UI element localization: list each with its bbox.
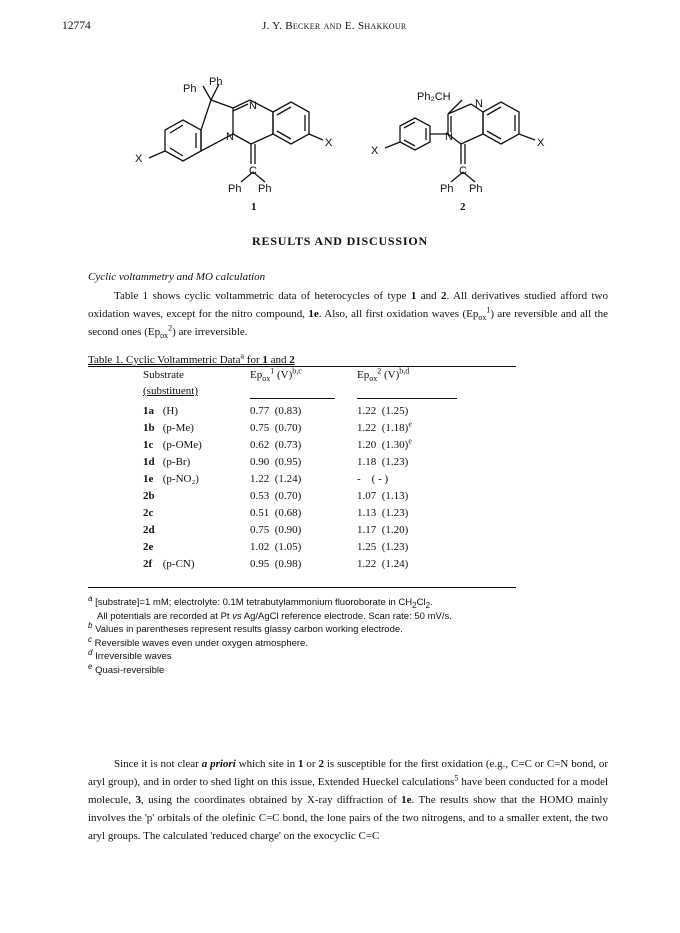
caption-text: and — [267, 354, 290, 366]
paragraph-2 — [88, 755, 608, 845]
s1-n-top-label: N — [249, 100, 257, 112]
page-number: 12774 — [62, 20, 91, 32]
p2-text: Since it is not clear — [114, 758, 202, 770]
h-ep2-pre: Ep — [357, 369, 370, 381]
row-ep1: 0.90 (0.95) — [250, 456, 302, 468]
p1-subscript: ox — [478, 313, 487, 323]
table-row — [143, 558, 523, 575]
p2-text: or — [303, 758, 319, 770]
section-heading: RESULTS AND DISCUSSION — [252, 234, 428, 248]
s1-ph-bottom-left: Ph — [228, 183, 242, 195]
footnote-mark: c — [88, 634, 92, 644]
s2-ph-bottom-left: Ph — [440, 183, 454, 195]
table-header-row — [143, 366, 523, 386]
structure-2-number: 2 — [460, 201, 466, 213]
header-substrate: Substrate — [143, 369, 184, 381]
p1-compound-ref: 1e — [308, 308, 319, 320]
table-caption — [88, 351, 295, 366]
row-substituent: (p-Me) — [162, 422, 194, 434]
p2-text: which site in — [235, 758, 299, 770]
s1-ph-bottom-right: Ph — [258, 183, 272, 195]
footnote-a — [88, 593, 452, 610]
p1-text: Table 1 shows cyclic voltammetric data of heterocycles of type — [114, 290, 411, 302]
table-row — [143, 456, 523, 473]
table-top-rule — [88, 366, 516, 367]
footnote-text: vs — [232, 610, 242, 622]
row-ep1: 0.62 (0.73) — [250, 439, 302, 451]
footnote-e — [88, 661, 452, 678]
p2-compound-ref: 2 — [318, 758, 324, 770]
p2-compound-ref: 1 — [298, 758, 304, 770]
h-ep2-sup: 2 — [377, 366, 382, 376]
row-id: 2b — [143, 490, 155, 502]
footnote-mark: d — [88, 647, 93, 657]
s1-x-left-label: X — [135, 153, 143, 165]
row-id: 2d — [143, 524, 155, 536]
caption-text: Table 1. Cyclic Voltammetric Data — [88, 354, 241, 366]
s2-n-mid-label: N — [445, 131, 453, 143]
footnote-mark: b — [88, 620, 93, 630]
table-row — [143, 419, 523, 439]
footnote-a-line2 — [88, 610, 452, 624]
s2-ph2ch-label: Ph₂CH — [417, 91, 451, 103]
row-ep2-note: e — [408, 436, 412, 446]
row-ep1: 1.22 (1.24) — [250, 473, 302, 485]
footnote-sub: 2 — [412, 600, 417, 610]
row-id: 2f — [143, 558, 153, 570]
row-substituent: (p-NO₂) — [162, 473, 199, 485]
footnote-sub: 2 — [425, 600, 431, 610]
s1-ph-label-a: Ph — [183, 83, 197, 95]
p1-superscript: 1 — [486, 305, 491, 315]
structure-1 — [125, 78, 370, 213]
row-id: 2e — [143, 541, 154, 553]
footnote-d — [88, 647, 452, 664]
row-substituent: (p-CN) — [162, 558, 195, 570]
s2-x-right-label: X — [537, 137, 545, 149]
subsection-heading: Cyclic voltammetry and MO calculation — [88, 271, 266, 283]
row-ep2: 1.07 (1.13) — [357, 490, 409, 502]
footnote-text: Cl — [416, 597, 426, 608]
table-row — [143, 405, 523, 422]
caption-compound: 1 — [262, 354, 268, 366]
table-row — [143, 473, 523, 490]
row-ep1: 1.02 (1.05) — [250, 541, 302, 553]
h-ep2-unit: (V) — [381, 369, 400, 381]
p2-compound-ref: 1e — [401, 794, 412, 806]
row-ep2: - ( - ) — [357, 473, 389, 485]
table-bottom-rule — [88, 587, 516, 588]
caption-text: for — [244, 354, 263, 366]
row-ep1: 0.53 (0.70) — [250, 490, 302, 502]
p1-text: ) are irreversible. — [172, 326, 248, 338]
h-ep1-notes: b,c — [292, 366, 302, 376]
table-row — [143, 507, 523, 524]
footnote-text: All potentials are recorded at Pt — [97, 610, 233, 622]
paragraph-1 — [88, 287, 608, 341]
p1-text: . Also, all first oxidation waves (Ep — [318, 308, 479, 320]
header-substituent: (substituent) — [143, 385, 198, 397]
header-ep2 — [357, 366, 410, 384]
table-row — [143, 524, 523, 541]
s1-c-label: C — [249, 165, 257, 177]
p1-text: . All derivatives studied afford two oxidation waves, except for the nitro compound, — [88, 290, 608, 320]
caption-compound: 2 — [289, 354, 295, 366]
row-ep2: 1.22 (1.24) — [357, 558, 409, 570]
p2-text: have been conducted for a model molecule, — [88, 776, 609, 806]
p2-emphasis: a priori — [201, 758, 236, 770]
h-ep1-sup: 1 — [270, 366, 275, 376]
structure-2-drawing — [355, 78, 590, 213]
row-ep2: 1.13 (1.23) — [357, 507, 409, 519]
row-ep2-note: e — [408, 419, 412, 429]
p2-text: , using the coordinates obtained by X-ray diffraction of — [140, 794, 402, 806]
s2-x-left-label: X — [371, 145, 379, 157]
p1-text: and — [416, 290, 442, 302]
structure-1-drawing — [125, 78, 370, 213]
p2-compound-ref: 3 — [135, 794, 141, 806]
h-ep1-pre: Ep — [250, 369, 263, 381]
footnote-text: Values in parentheses represent results glassy carbon working electrode. — [92, 624, 403, 635]
row-id: 2c — [143, 507, 154, 519]
row-id: 1a — [143, 405, 154, 417]
row-substituent: (p-OMe) — [162, 439, 202, 451]
header-ep1 — [250, 366, 302, 384]
row-id: 1c — [143, 439, 154, 451]
running-header-authors: J. Y. Becker and E. Shakkour — [262, 20, 407, 32]
table-row — [143, 490, 523, 507]
p1-compound-ref: 1 — [410, 290, 417, 302]
p2-reference: 5 — [454, 773, 459, 783]
s2-n-top-label: N — [475, 98, 483, 110]
s1-n-mid-label: N — [226, 131, 234, 143]
row-ep2: 1.22 (1.18) — [357, 422, 409, 434]
row-ep1: 0.51 (0.68) — [250, 507, 302, 519]
p1-subscript: ox — [160, 331, 169, 341]
table-header-row-2 — [143, 385, 523, 402]
table-row — [143, 436, 523, 456]
structure-1-number: 1 — [251, 201, 257, 213]
footnote-text: Irreversible waves — [92, 651, 172, 662]
table-row — [143, 541, 523, 558]
row-ep2: 1.22 (1.25) — [357, 405, 409, 417]
p2-text: . The results show that the HOMO mainly involves the 'p' orbitals of the olefinic C=C bond, the lone pairs of the two nitrogens, and to a smaller extent, the two aryl groups. The calculated 'reduced charge' on the exocyclic C=C — [88, 794, 608, 842]
footnote-text: Ag/AgCl reference electrode. Scan rate: 50 mV/s. — [241, 610, 452, 622]
row-ep1: 0.77 (0.83) — [250, 405, 302, 417]
footnote-text: [substrate]=1 mM; electrolyte: 0.1M tetrabutylammonium fluoroborate in CH — [92, 597, 413, 608]
structure-2 — [355, 78, 590, 213]
footnote-text: Reversible waves even under oxygen atmosphere. — [92, 637, 308, 649]
row-substituent: (H) — [162, 405, 179, 417]
h-ep1-sub: ox — [262, 374, 271, 384]
p1-compound-ref: 2 — [441, 290, 447, 302]
footnote-text: Quasi-reversible — [92, 664, 165, 676]
caption-sup: a — [240, 351, 245, 361]
footnote-mark: a — [88, 593, 93, 603]
p1-superscript: 2 — [168, 323, 173, 333]
p1-text: ) are reversible and all the second ones (Ep — [88, 308, 608, 338]
s1-ph-label-b: Ph — [209, 76, 223, 88]
s1-x-right-label: X — [325, 137, 333, 149]
row-ep1: 0.75 (0.90) — [250, 524, 302, 536]
row-substituent: (p-Br) — [162, 456, 191, 468]
row-ep2: 1.18 (1.23) — [357, 456, 409, 468]
s2-c-label: C — [459, 165, 467, 177]
table-footnotes — [88, 593, 452, 677]
row-ep1: 0.75 (0.70) — [250, 422, 302, 434]
p2-text: is susceptible for the first oxidation (e.g., C=C or C=N bond, or aryl group), and in order to shed light on this issue, Extended Hueckel calculations — [88, 758, 609, 788]
row-ep2: 1.20 (1.30) — [357, 439, 409, 451]
row-ep2: 1.17 (1.20) — [357, 524, 409, 536]
row-ep2: 1.25 (1.23) — [357, 541, 409, 553]
footnote-mark: e — [88, 661, 93, 671]
row-ep1: 0.95 (0.98) — [250, 558, 302, 570]
footnote-c — [88, 634, 452, 651]
h-ep1-unit: (V) — [274, 369, 293, 381]
row-id: 1d — [143, 456, 155, 468]
s2-ph-bottom-right: Ph — [469, 183, 483, 195]
row-id: 1e — [143, 473, 154, 485]
h-ep2-sub: ox — [369, 374, 378, 384]
footnote-text: . — [430, 597, 433, 608]
footnote-b — [88, 620, 452, 637]
row-id: 1b — [143, 422, 155, 434]
h-ep2-notes: b,d — [399, 366, 410, 376]
